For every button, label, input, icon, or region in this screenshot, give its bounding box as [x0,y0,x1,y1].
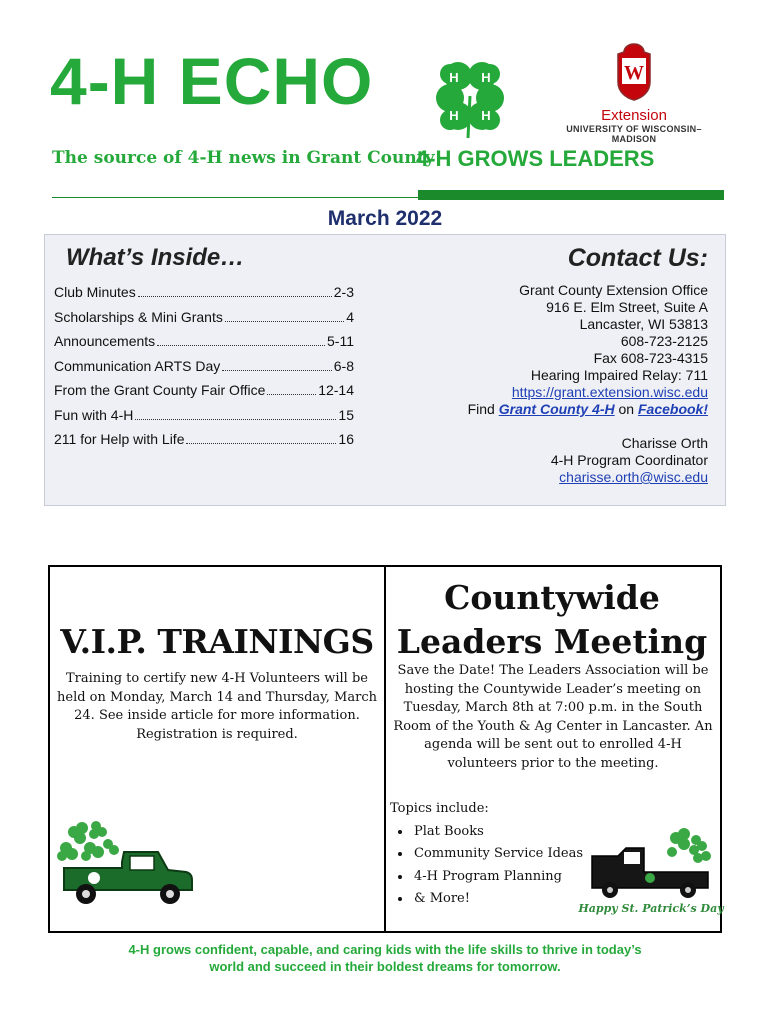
issue-date: March 2022 [327,207,443,230]
toc-label: 211 for Help with Life [54,431,185,447]
contact-info [430,282,708,486]
leaders-meeting-text: Save the Date! The Leaders Association will be hosting the Countywide Leader’s meeting on Tuesday, March 8th at 7:00 p.m. in the South Room of the Youth & Ag Center in Lancaster. An agenda will be sent out to enrolled 4-H volunteers prior to the meeting. [393,663,713,771]
toc-label: Communication ARTS Day [54,357,221,374]
fax-number: Fax 608-723-4315 [593,350,708,366]
footer-line2: world and succeed in their boldest dreams for tomorrow. [209,959,561,974]
relay-number: Hearing Impaired Relay: 711 [530,367,708,383]
toc-leader [225,321,344,322]
uw-crest-icon [614,42,654,100]
extension-label: Extension [601,107,667,124]
newsletter-subtitle: The source of 4-H news in Grant County [52,148,435,168]
topic-item: • & More! [412,888,630,911]
topic-item: • 4-H Program Planning [412,866,630,889]
toc-leader [135,419,336,420]
st-patricks-text: Happy St. Patrick’s Day [578,902,724,915]
find-middle: on [614,401,638,417]
leaders-meeting-title-line1: Countywide [444,578,660,617]
header-rule-thin [52,197,418,198]
topics-label: Topics include: [390,801,489,816]
university-label: UNIVERSITY OF WISCONSIN–MADISON [566,124,702,144]
toc-item[interactable] [54,407,354,432]
toc-pages: 12-14 [318,382,354,398]
toc-item[interactable] [54,431,354,456]
toc-item[interactable] [54,284,354,309]
toc-leader [222,370,332,371]
city-address: Lancaster, WI 53813 [579,316,708,332]
newsletter-title: 4-H ECHO [50,44,374,118]
toc-label: Announcements [54,333,156,349]
toc-pages: 16 [338,431,354,447]
toc-item[interactable] [54,309,354,334]
toc-item[interactable] [54,358,354,383]
facebook-line [430,401,708,418]
toc-pages: 2-3 [333,284,354,300]
svg-text:H: H [481,70,491,85]
facebook-link[interactable]: Facebook! [637,401,708,417]
leaders-meeting-title-line2: Leaders Meeting [396,622,708,661]
svg-text:W: W [624,62,644,84]
4h-clover-logo-icon [428,54,512,138]
svg-text:H: H [449,70,459,85]
toc-item[interactable] [54,382,354,407]
leaders-meeting-title [388,576,716,664]
toc-pages: 4 [346,308,354,325]
toc-label: From the Grant County Fair Office [54,382,266,398]
footer-line1: 4-H grows confident, capable, and caring kids with the life skills to thrive in today’s [128,942,642,957]
shamrock-truck-icon [56,818,196,910]
svg-text:H: H [481,108,491,123]
street-address: 916 E. Elm Street, Suite A [546,299,708,315]
vip-trainings-title: V.I.P. TRAININGS [60,622,374,661]
svg-text:H: H [449,108,459,123]
toc-leader [267,394,316,395]
table-of-contents [54,284,354,456]
whats-inside-heading: What’s Inside… [66,244,245,271]
toc-label: Fun with 4-H [54,406,134,423]
coordinator-title: 4-H Program Coordinator [550,452,708,468]
toc-pages: 15 [338,406,354,423]
uw-extension-logo [548,42,720,144]
feature-divider [384,565,386,931]
toc-pages: 5-11 [327,333,354,349]
toc-label: Club Minutes [54,284,136,300]
coordinator-name: Charisse Orth [621,435,708,451]
toc-item[interactable] [54,333,354,358]
office-name: Grant County Extension Office [519,282,708,298]
phone-number: 608-723-2125 [620,333,708,349]
slogan: 4-H GROWS LEADERS [416,146,655,171]
st-patricks-truck-icon [578,826,724,918]
topic-item: • Community Service Ideas [412,843,630,866]
contact-heading: Contact Us: [567,244,708,272]
footer-tagline [60,941,710,975]
toc-leader [138,296,332,297]
toc-label: Scholarships & Mini Grants [54,308,223,325]
topic-item: • Plat Books [412,821,630,844]
find-prefix: Find [467,401,499,417]
website-link[interactable]: https://grant.extension.wisc.edu [511,384,708,400]
coordinator-email-link[interactable]: charisse.orth@wisc.edu [559,469,708,485]
toc-leader [186,443,336,444]
toc-leader [157,345,325,346]
grant-county-4h-link[interactable]: Grant County 4-H [498,401,615,417]
toc-pages: 6-8 [333,357,354,374]
vip-trainings-text: Training to certify new 4-H Volunteers will be held on Monday, March 14 and Thursday, March 24. See inside article for more information. Registration is required. [57,671,377,742]
header-rule [418,190,724,200]
